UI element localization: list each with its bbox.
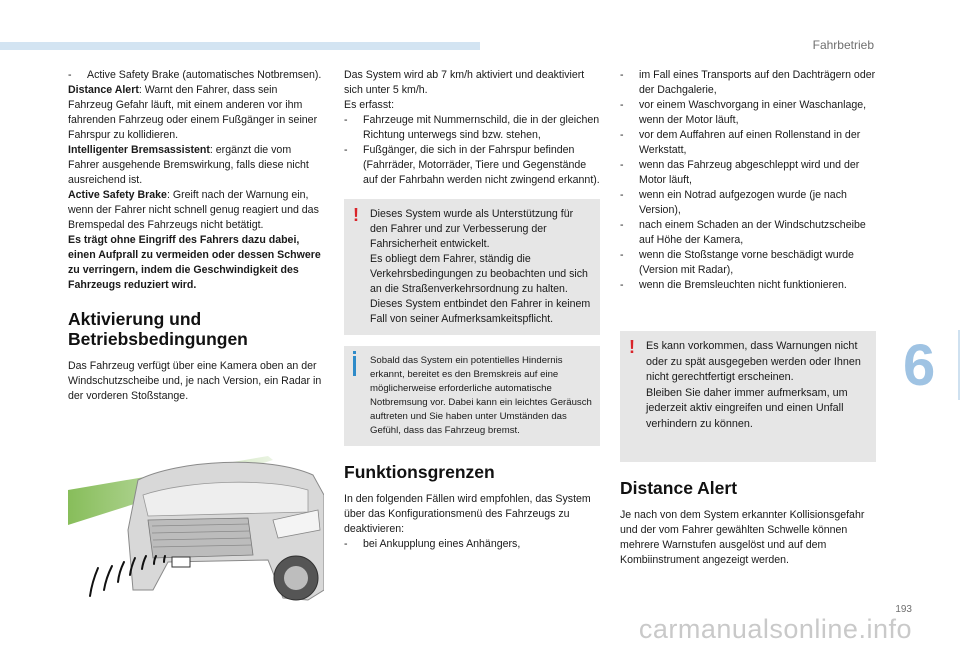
term-label: Intelligenter Bremsassistent [68,144,210,156]
list-item: - wenn ein Notrad aufgezogen wurde (je nach Version), [620,188,876,218]
detects-label: Es erfasst: [344,99,395,111]
section-heading-limits: Funktionsgrenzen [344,462,495,482]
list-item: - wenn die Stoßstange vorne beschädigt wurde (Version mit Radar), [620,248,876,278]
column-left [68,68,324,404]
radar-sensor [172,557,190,567]
page-number: 193 [895,604,912,615]
paragraph-activation-speed: Das System wird ab 7 km/h aktiviert und deaktiviert sich unter 5 km/h. [344,69,585,96]
paragraph-distance-alert: Distance Alert: Warnt den Fahrer, dass sein Fahrzeug Gefahr läuft, mit einem anderen vor ihm fahrenden Fahrzeug oder einem Fußgänger in seiner Fahrspur zu kollidieren. [68,84,318,141]
list-item: - bei Ankupplung eines Anhängers, [344,537,600,552]
list-item: - wenn das Fahrzeug abgeschleppt wird und der Motor läuft, [620,158,876,188]
info-box: Sobald das System ein potentielles Hindernis erkannt, bereitet es den Bremskreis auf eine möglicherweise erforderliche automatische Notbremsung vor. Dabei kann ein leichtes Geräusch auftreten und Sie haben unter Umständen das Gefühl, dass das Fahrzeug bremst. [344,346,600,446]
info-icon [353,356,356,376]
list-item: - vor dem Auffahren auf einen Rollenstand in der Werkstatt, [620,128,876,158]
warning-box: ! Dieses System wurde als Unterstützung für den Fahrer und zur Verbesserung der Fahrsicherheit entwickelt. Es obliegt dem Fahrer, ständig die Verkehrsbedingungen zu beobachten und sich an die Straßenverkehrsordnung zu halten. Dieses System entbindet den Fahrer in keinem Fall von seiner Aufmerksamkeitspflicht. [344,199,600,335]
paragraph-active-safety-brake: Active Safety Brake: Greift nach der Warnung ein, wenn der Fahrer nicht schnell genug reagiert und das Bremspedal des Fahrzeugs nicht betätigt. [68,189,319,231]
paragraph-activation: Das Fahrzeug verfügt über eine Kamera oben an der Windschutzscheibe und, je nach Version, ein Radar in der vorderen Stoßstange. [68,360,322,402]
bold-note: Es trägt ohne Eingriff des Fahrers dazu dabei, einen Aufprall zu vermeiden oder dessen Schwere zu verringern, indem die Geschwindigkeit des Fahrzeugs reduziert wird. [68,234,321,291]
paragraph-limits: In den folgenden Fällen wird empfohlen, das System über das Konfigurationsmenü des Fahrzeugs zu deaktivieren: [344,493,591,535]
paragraph-distance-alert: Je nach von dem System erkannter Kollisionsgefahr und der vom Fahrer gewählten Schwelle können mehrere Warnstufen ausgelöst und auf dem Kombiinstrument angezeigt werden. [620,509,865,566]
header-rule [0,42,480,50]
list-item: - Fußgänger, die sich in der Fahrspur befinden (Fahrräder, Motorräder, Tiere und Gegenstände auf der Fahrbahn werden nicht zwingend erkannt). [344,143,600,188]
wheel-rim [284,566,308,590]
list-item: - im Fall eines Transports auf den Dachträgern oder der Dachgalerie, [620,68,876,98]
column-right [620,68,876,568]
warning-exclamation-icon: ! [353,205,359,225]
chapter-number: 6 [903,333,936,398]
section-heading-activation: Aktivierung und Betriebsbedingungen [68,309,248,349]
term-label: Distance Alert [68,84,139,96]
term-label: Active Safety Brake [68,189,167,201]
section-heading-distance-alert: Distance Alert [620,478,738,498]
list-item: - nach einem Schaden an der Windschutzscheibe auf Höhe der Kamera, [620,218,876,248]
watermark: carmanualsonline.info [638,614,912,644]
chapter-title: Fahrbetrieb [812,38,874,52]
warning-exclamation-icon: ! [629,337,635,357]
list-item: - wenn die Bremsleuchten nicht funktionieren. [620,278,876,293]
car-camera-illustration [68,450,324,605]
paragraph-brake-assist: Intelligenter Bremsassistent: ergänzt die vom Fahrer ausgehende Bremswirkung, falls diese nicht ausreichend ist. [68,144,309,186]
list-item: - Fahrzeuge mit Nummernschild, die in der gleichen Richtung unterwegs sind bzw. stehen, [344,113,600,143]
column-middle [344,68,600,552]
list-item: - Active Safety Brake (automatisches Notbremsen). [68,68,324,83]
list-item: - vor einem Waschvorgang in einer Waschanlage, wenn der Motor läuft, [620,98,876,128]
warning-box: ! Es kann vorkommen, dass Warnungen nicht oder zu spät ausgegeben werden oder Ihnen nicht gerechtfertigt erscheinen. Bleiben Sie daher immer aufmerksam, um jederzeit aktiv eingreifen und einen Unfall verhindern zu können. [620,331,876,462]
